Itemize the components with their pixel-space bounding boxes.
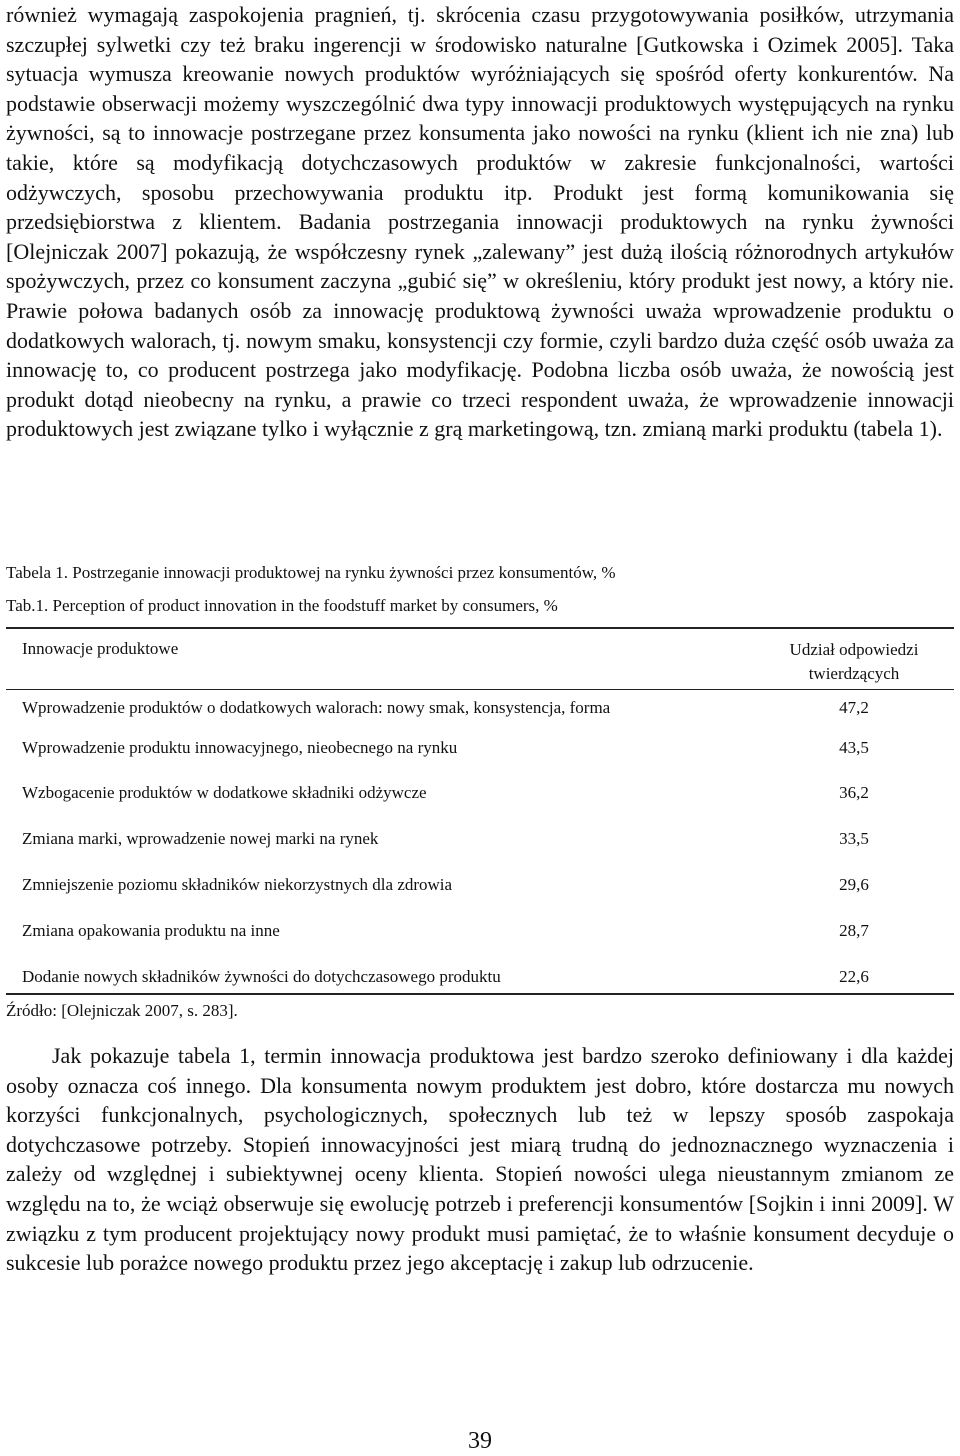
row-label: Dodanie nowych składników żywności do dotychczasowego produktu <box>22 967 501 986</box>
row-value: 36,2 <box>839 783 869 802</box>
table-row <box>6 783 954 829</box>
table-row <box>6 690 954 738</box>
table-caption-pl: Tabela 1. Postrzeganie innowacji produktowej na rynku żywności przez konsumentów, % <box>6 563 616 582</box>
header-innovations: Innowacje produktowe <box>22 639 179 658</box>
row-label: Zmniejszenie poziomu składników niekorzystnych dla zdrowia <box>22 875 453 894</box>
paragraph-block-1 <box>6 0 954 444</box>
table-caption-en: Tab.1. Perception of product innovation in the foodstuff market by consumers, % <box>6 596 558 615</box>
row-value: 33,5 <box>839 829 869 848</box>
table-row <box>6 875 954 921</box>
page-number: 39 <box>468 1428 492 1454</box>
row-value: 43,5 <box>839 738 869 757</box>
table-row <box>6 829 954 875</box>
header-share: Udział odpowiedzi twierdzących <box>789 640 919 683</box>
row-label: Wprowadzenie produktu innowacyjnego, nieobecnego na rynku <box>22 738 458 757</box>
table-row <box>6 967 954 993</box>
row-value: 28,7 <box>839 921 869 940</box>
table-header <box>6 629 954 690</box>
table-row <box>6 921 954 967</box>
body-paragraph-1: również wymagają zaspokojenia pragnień, tj. skrócenia czasu przygotowywania posiłków, utrzymania szczupłej sylwetki czy też braku ingerencji w środowisko naturalne [Gutkowska i Ozimek 2005]. Taka sytuacja wymusza kreowanie nowych produktów wyróżniających się spośród oferty konkurentów. Na podstawie obserwacji możemy wyszczególnić dwa typy innowacji produktowych występujących na rynku żywności, są to innowacje postrzegane przez konsumenta jako nowości na rynku (klient ich nie zna) lub takie, które są modyfikacją dotychczasowych produktów w zakresie funkcjonalności, wartości odżywczych, sposobu przechowywania produktu itp. Produkt jest formą komunikowania się przedsiębiorstwa z klientem. Badania postrzegania innowacji produktowych na rynku żywności [Olejniczak 2007] pokazują, że współczesny rynek „zalewany” jest dużą ilością różnorodnych artykułów spożywczych, przez co konsument zaczyna „gubić się” w określeniu, który produkt jest nowy, a który nie. Prawie połowa badanych osób za innowację produktową żywności uważa wprowadzenie produktu o dodatkowych walorach, tj. nowym smaku, konsystencji czy formie, czyli bardzo duża część osób uważa za innowację to, co producent postrzega jako modyfikację. Podobna liczba osób uważa, że nowością jest produkt dotąd nieobecny na rynku, a prawie co trzeci respondent uważa, że wprowadzenie innowacji produktowych jest związane tylko i wyłącznie z grą marketingową, tzn. zmianą marki produktu (tabela 1). <box>6 2 954 442</box>
perception-table <box>6 627 954 995</box>
row-value: 29,6 <box>839 875 869 894</box>
table-row <box>6 738 954 783</box>
paragraph-block-2 <box>6 1041 954 1278</box>
row-label: Zmiana opakowania produktu na inne <box>22 921 280 940</box>
row-label: Wzbogacenie produktów w dodatkowe składniki odżywcze <box>22 783 427 802</box>
row-label: Wprowadzenie produktów o dodatkowych walorach: nowy smak, konsystencja, forma <box>22 698 611 717</box>
row-label: Zmiana marki, wprowadzenie nowej marki na rynek <box>22 829 379 848</box>
row-value: 22,6 <box>839 967 869 986</box>
body-paragraph-2: Jak pokazuje tabela 1, termin innowacja produktowa jest bardzo szeroko definiowany i dla każdej osoby oznacza coś innego. Dla konsumenta nowym produktem jest dobro, które dostarcza mu nowych korzyści funkcjonalnych, psychologicznych, społecznych lub też w lepszy sposób zaspokaja dotychczasowe potrzeby. Stopień innowacyjności jest miarą trudną do jednoznacznego wyznaczenia i zależy od względnej i subiektywnej oceny klienta. Stopień nowości ulega nieustannym zmianom ze względu na to, że wciąż obserwuje się ewolucję potrzeb i preferencji konsumentów [Sojkin i inni 2009]. W związku z tym producent projektujący nowy produkt musi pamiętać, że to właśnie konsument decyduje o sukcesie lub porażce nowego produktu przez jego akceptację i zakup lub odrzucenie. <box>6 1043 954 1276</box>
row-value: 47,2 <box>839 698 869 717</box>
table-source: Źródło: [Olejniczak 2007, s. 283]. <box>6 1001 238 1020</box>
